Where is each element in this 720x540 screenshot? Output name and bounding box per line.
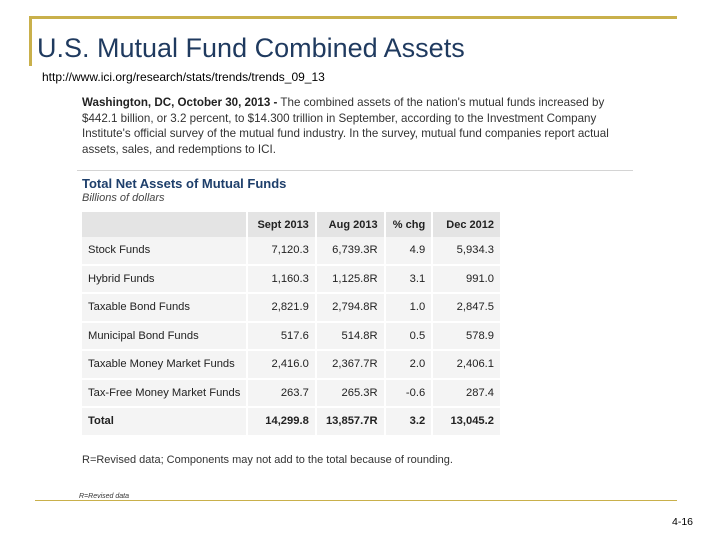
table-header-row: [82, 212, 501, 237]
value-cell: 1,160.3: [247, 265, 316, 294]
column-header: Dec 2012: [432, 212, 501, 237]
table-row: [82, 237, 501, 265]
title-rule-top: [30, 16, 677, 19]
value-cell: 263.7: [247, 379, 316, 408]
table-row: [82, 293, 501, 322]
value-cell: 5,934.3: [432, 237, 501, 265]
column-header: Aug 2013: [316, 212, 385, 237]
column-header: % chg: [385, 212, 433, 237]
table-row: [82, 322, 501, 351]
value-cell: 13,857.7R: [316, 407, 385, 436]
fund-name-cell: Hybrid Funds: [82, 265, 247, 294]
value-cell: 0.5: [385, 322, 433, 351]
article-body: The combined assets of the nation's mutual funds increased by $442.1 billion, or 3.2 percent, to $14.300 trillion in September, according to the Investment Company Institute's official survey of the mutual fund industry. In the survey, mutual fund companies report actual assets, sales, and redemptions to ICI.: [82, 96, 609, 156]
value-cell: 1,125.8R: [316, 265, 385, 294]
table-total-row: [82, 407, 501, 436]
fund-name-cell: Total: [82, 407, 247, 436]
value-cell: 7,120.3: [247, 237, 316, 265]
fund-name-cell: Stock Funds: [82, 237, 247, 265]
value-cell: 4.9: [385, 237, 433, 265]
value-cell: 991.0: [432, 265, 501, 294]
value-cell: 517.6: [247, 322, 316, 351]
value-cell: 1.0: [385, 293, 433, 322]
source-url: http://www.ici.org/research/stats/trends/trends_09_13: [42, 70, 325, 84]
column-header: [82, 212, 247, 237]
value-cell: -0.6: [385, 379, 433, 408]
page-number: 4-16: [672, 516, 694, 528]
value-cell: 265.3R: [316, 379, 385, 408]
value-cell: 14,299.8: [247, 407, 316, 436]
article-intro: [82, 95, 632, 157]
table-row: [82, 350, 501, 379]
table-footnote: R=Revised data; Components may not add to the total because of rounding.: [82, 454, 453, 466]
slide-title: U.S. Mutual Fund Combined Assets: [37, 33, 465, 63]
value-cell: 2,821.9: [247, 293, 316, 322]
value-cell: 13,045.2: [432, 407, 501, 436]
table-row: [82, 265, 501, 294]
fund-name-cell: Taxable Bond Funds: [82, 293, 247, 322]
article-screenshot: [77, 92, 637, 472]
value-cell: 2,847.5: [432, 293, 501, 322]
net-assets-table: [82, 212, 502, 437]
value-cell: 3.1: [385, 265, 433, 294]
value-cell: 2,416.0: [247, 350, 316, 379]
table-row: [82, 379, 501, 408]
footer-rule: [35, 500, 677, 501]
value-cell: 2,406.1: [432, 350, 501, 379]
section-divider: [77, 170, 633, 171]
value-cell: 514.8R: [316, 322, 385, 351]
title-rule-left: [29, 16, 32, 66]
value-cell: 578.9: [432, 322, 501, 351]
value-cell: 287.4: [432, 379, 501, 408]
fund-name-cell: Municipal Bond Funds: [82, 322, 247, 351]
table-subtitle: Billions of dollars: [82, 192, 165, 204]
article-dateline: Washington, DC, October 30, 2013 -: [82, 96, 278, 109]
value-cell: 2,794.8R: [316, 293, 385, 322]
value-cell: 6,739.3R: [316, 237, 385, 265]
value-cell: 2.0: [385, 350, 433, 379]
fund-name-cell: Tax-Free Money Market Funds: [82, 379, 247, 408]
column-header: Sept 2013: [247, 212, 316, 237]
table-title: Total Net Assets of Mutual Funds: [82, 176, 287, 191]
revised-data-note: R=Revised data: [79, 493, 130, 500]
value-cell: 2,367.7R: [316, 350, 385, 379]
value-cell: 3.2: [385, 407, 433, 436]
fund-name-cell: Taxable Money Market Funds: [82, 350, 247, 379]
